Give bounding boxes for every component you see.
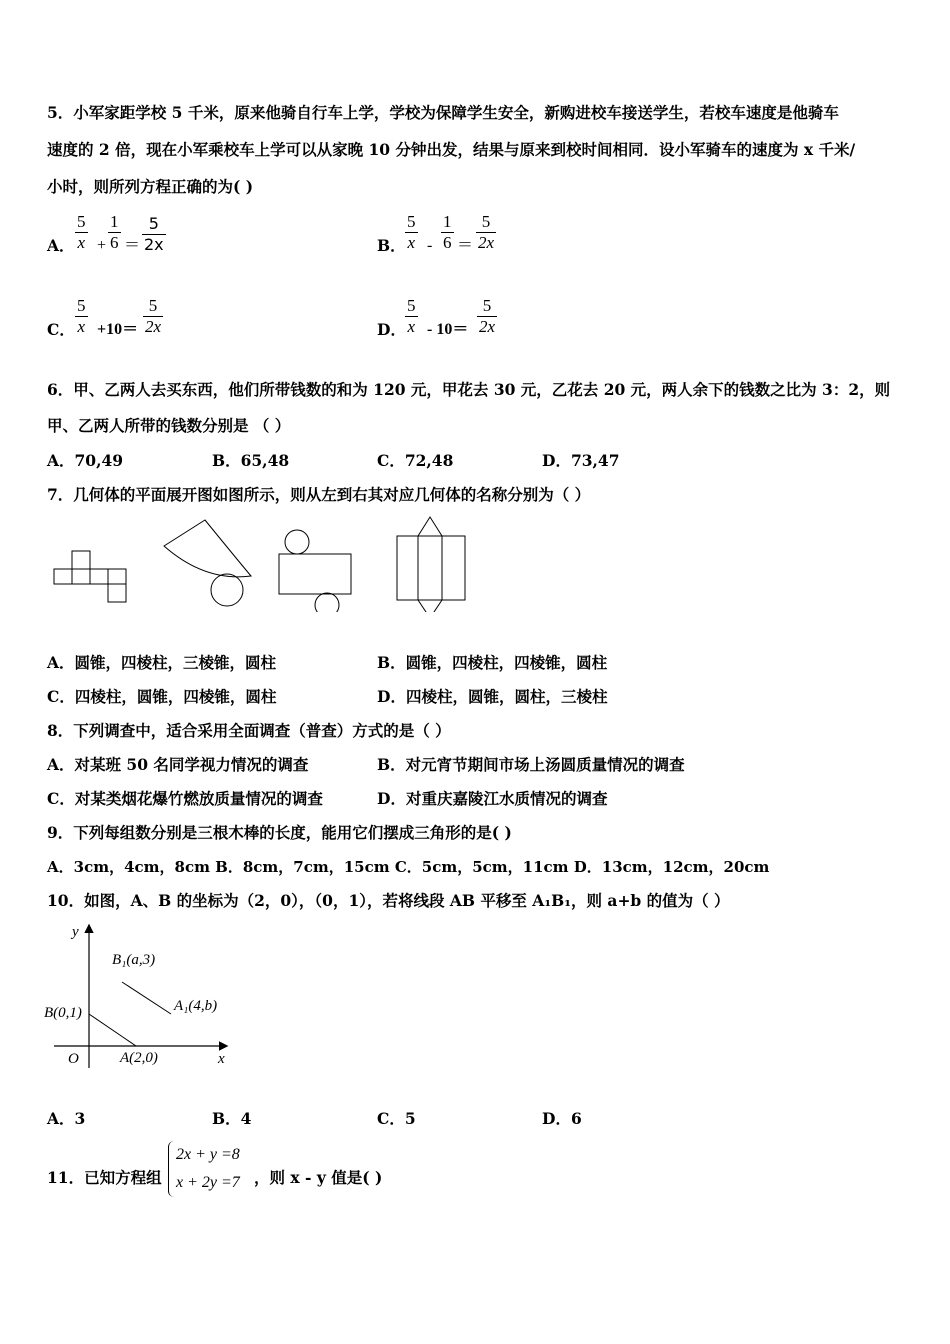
q6-line-1: 6．甲、乙两人去买东西，他们所带钱数的和为 120 元，甲花去 30 元，乙花去 20 元，两人余下的钱数之比为 3：2，则	[47, 380, 891, 399]
q7-option-d: D．四棱柱，圆锥，圆柱，三棱柱	[377, 687, 608, 706]
q10-option-b: B．4	[212, 1109, 252, 1128]
net-square-grid	[54, 551, 126, 602]
q5-option-d-label: D．	[377, 320, 406, 339]
q8-option-d: D．对重庆嘉陵江水质情况的调查	[377, 789, 608, 808]
denominator: x	[77, 317, 86, 336]
q9-line-1: 9．下列每组数分别是三根木棒的长度，能用它们摆成三角形的是( )	[47, 823, 512, 842]
q7-option-b: B．圆锥，四棱柱，四棱锥，圆柱	[377, 653, 608, 672]
q8-option-c: C．对某类烟花爆竹燃放质量情况的调查	[47, 789, 323, 808]
numerator: 5	[148, 214, 159, 233]
q5-c-fraction-1	[75, 296, 88, 337]
q5-d-middle: - 10＝	[427, 321, 469, 338]
y-axis-label: y	[72, 924, 79, 940]
denominator: 6	[110, 233, 119, 252]
q8-option-a: A．对某班 50 名同学视力情况的调查	[47, 755, 309, 774]
point-b1-label: B₁(a,3)	[112, 952, 156, 968]
q7-line-1: 7．几何体的平面展开图如图所示，则从左到右其对应几何体的名称分别为（ ）	[47, 485, 591, 504]
numerator: 5	[481, 212, 491, 231]
q5-option-c-label: C．	[47, 320, 75, 339]
q5-a-operator: +	[97, 237, 107, 254]
q5-line-2: 速度的 2 倍，现在小军乘校车上学可以从家晚 10 分钟出发，结果与原来到校时间相同．设小军骑车的速度为 x 千米/	[47, 140, 856, 159]
q5-a-fraction-1	[75, 212, 88, 253]
denominator: 2x	[478, 233, 495, 252]
denominator: 2x	[479, 317, 496, 336]
denominator: x	[77, 233, 86, 252]
q5-d-fraction-3	[477, 296, 497, 337]
q5-c-fraction-3	[143, 296, 163, 337]
net-triangular-prism	[397, 517, 465, 612]
q11-equation-2: x + 2y =7	[176, 1174, 240, 1191]
q5-c-middle: +10＝	[97, 321, 139, 338]
segment-a1b1	[122, 982, 171, 1014]
q6-option-b: B．65,48	[212, 451, 290, 470]
q5-option-a-label: A．	[47, 236, 75, 255]
point-a1-label: A₁(4,b)	[174, 998, 218, 1014]
net-cylinder	[279, 530, 351, 612]
q5-b-fraction-3	[476, 212, 496, 253]
q10-coordinate-figure	[40, 918, 240, 1073]
q5-line-3: 小时，则所列方程正确的为( )	[47, 177, 254, 196]
numerator: 1	[443, 212, 452, 231]
axes	[54, 926, 226, 1068]
numerator: 5	[407, 212, 416, 231]
point-a-label: A(2,0)	[120, 1050, 158, 1066]
q5-b-fraction-1	[405, 212, 418, 253]
q5-b-fraction-2	[441, 212, 454, 253]
q6-line-2: 甲、乙两人所带的钱数分别是 （ ）	[47, 416, 291, 435]
denominator: 2x	[144, 235, 164, 254]
q6-option-d: D．73,47	[542, 451, 620, 470]
q6-option-c: C．72,48	[377, 451, 454, 470]
q7-option-a: A．圆锥，四棱柱，三棱锥，圆柱	[47, 653, 277, 672]
denominator: 6	[443, 233, 452, 252]
q5-a-fraction-2	[108, 212, 121, 253]
q5-line-1: 5．小军家距学校 5 千米，原来他骑自行车上学，学校为保障学生安全，新购进校车接送学生，若校车速度是他骑车	[47, 103, 839, 122]
q5-option-b-label: B．	[377, 236, 406, 255]
q10-line-1: 10．如图，A、B 的坐标为（2，0），（0，1），若将线段 AB 平移至 A₁B₁，则 a+b 的值为（ ）	[47, 891, 730, 910]
q5-b-operator: -	[427, 237, 433, 254]
q10-option-d: D．6	[542, 1109, 582, 1128]
denominator: x	[407, 317, 416, 336]
q11-prefix: 11．已知方程组	[47, 1168, 162, 1187]
q7-net-figures	[40, 512, 480, 612]
numerator: 5	[482, 296, 492, 315]
numerator: 5	[77, 212, 86, 231]
q5-a-equals: ＝	[124, 237, 141, 254]
q10-option-c: C．5	[377, 1109, 416, 1128]
q11-equation-system	[168, 1141, 264, 1197]
q11-equation-1: 2x + y =8	[176, 1146, 240, 1163]
denominator: 2x	[145, 317, 162, 336]
origin-label: O	[68, 1051, 79, 1067]
q11-suffix: ，则 x - y 值是( )	[254, 1168, 383, 1187]
numerator: 5	[148, 296, 158, 315]
x-axis-label: x	[218, 1051, 225, 1067]
q7-option-c: C．四棱柱，圆锥，四棱锥，圆柱	[47, 687, 277, 706]
denominator: x	[407, 233, 416, 252]
numerator: 5	[407, 296, 416, 315]
numerator: 1	[110, 212, 119, 231]
q6-option-a: A．70,49	[47, 451, 124, 470]
q5-b-equals: ＝	[457, 237, 474, 254]
q9-options: A．3cm，4cm，8cm B．8cm，7cm，15cm C．5cm，5cm，11cm D．13cm，12cm，20cm	[47, 858, 770, 876]
segment-ab	[89, 1014, 136, 1046]
point-b-label: B(0,1)	[44, 1005, 82, 1021]
q5-a-fraction-3	[142, 214, 166, 255]
q5-d-fraction-1	[405, 296, 418, 337]
q8-line-1: 8．下列调查中，适合采用全面调查（普查）方式的是（ ）	[47, 721, 451, 740]
numerator: 5	[77, 296, 86, 315]
q8-option-b: B．对元宵节期间市场上汤圆质量情况的调查	[377, 755, 685, 774]
net-cone	[164, 520, 251, 606]
q10-option-a: A．3	[47, 1109, 86, 1128]
